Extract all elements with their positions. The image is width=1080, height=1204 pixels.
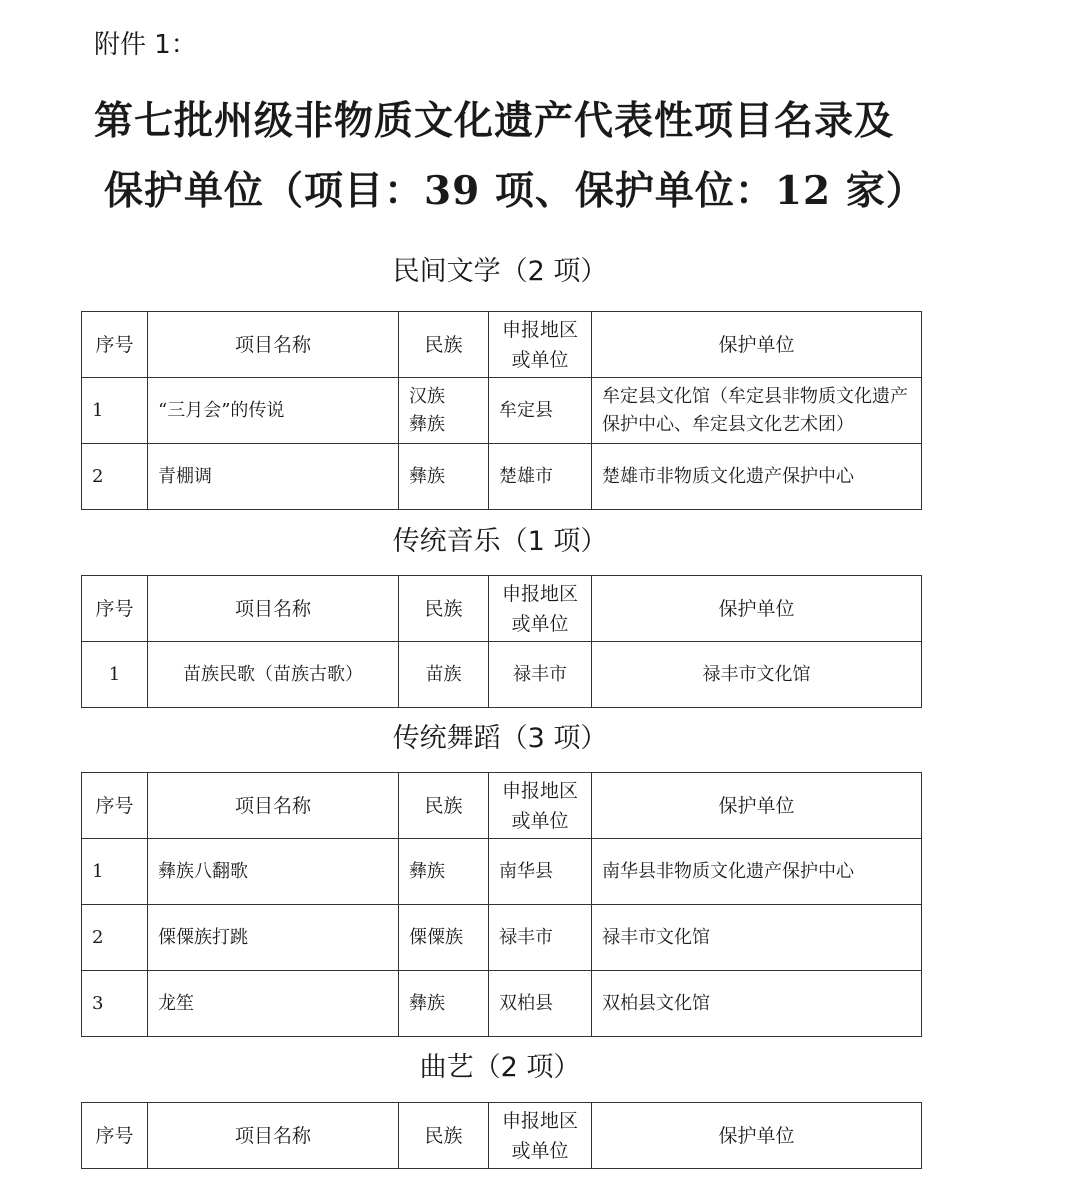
cell-unit: 禄丰市文化馆 <box>592 642 922 708</box>
table-row <box>82 905 922 971</box>
cell-no: 3 <box>82 971 148 1037</box>
cell-name: 青棚调 <box>148 444 399 510</box>
document-title <box>94 86 994 226</box>
cell-name: 彝族八翻歌 <box>148 839 399 905</box>
col-header-no: 序号 <box>82 576 148 642</box>
cell-no: 1 <box>82 642 148 708</box>
col-header-region: 申报地区 或单位 <box>489 576 592 642</box>
cell-name: “三月会”的传说 <box>148 378 399 444</box>
cell-region: 南华县 <box>489 839 592 905</box>
col-header-ethnic: 民族 <box>399 773 489 839</box>
cell-unit: 楚雄市非物质文化遗产保护中心 <box>592 444 922 510</box>
table-traditional-dance <box>81 772 922 1037</box>
cell-ethnic: 彝族 <box>399 971 489 1037</box>
cell-ethnic: 彝族 <box>399 444 489 510</box>
table-quyi <box>81 1102 922 1169</box>
section-title-folk-literature: 民间文学（2 项） <box>392 256 608 287</box>
table-row <box>82 378 922 444</box>
table-folk-literature <box>81 311 922 510</box>
cell-ethnic: 汉族 彝族 <box>399 378 489 444</box>
cell-ethnic: 苗族 <box>399 642 489 708</box>
cell-unit: 牟定县文化馆（牟定县非物质文化遗产保护中心、牟定县文化艺术团） <box>592 378 922 444</box>
cell-ethnic: 彝族 <box>399 839 489 905</box>
col-header-ethnic: 民族 <box>399 576 489 642</box>
section-title-quyi: 曲艺（2 项） <box>419 1052 581 1083</box>
cell-unit: 禄丰市文化馆 <box>592 905 922 971</box>
title-line-2: 保护单位（项目：39 项、保护单位：12 家） <box>104 168 926 214</box>
col-header-name: 项目名称 <box>148 576 399 642</box>
cell-name: 龙笙 <box>148 971 399 1037</box>
cell-region: 禄丰市 <box>489 905 592 971</box>
cell-unit: 南华县非物质文化遗产保护中心 <box>592 839 922 905</box>
col-header-name: 项目名称 <box>148 312 399 378</box>
col-header-unit: 保护单位 <box>592 312 922 378</box>
col-header-unit: 保护单位 <box>592 773 922 839</box>
col-header-no: 序号 <box>82 1103 148 1169</box>
col-header-no: 序号 <box>82 773 148 839</box>
table-header-row <box>82 312 922 378</box>
table-row <box>82 971 922 1037</box>
cell-region: 牟定县 <box>489 378 592 444</box>
cell-no: 2 <box>82 905 148 971</box>
section-title-traditional-dance: 传统舞蹈（3 项） <box>392 723 608 754</box>
col-header-region: 申报地区 或单位 <box>489 1103 592 1169</box>
cell-region: 禄丰市 <box>489 642 592 708</box>
col-header-region: 申报地区 或单位 <box>489 312 592 378</box>
cell-unit: 双柏县文化馆 <box>592 971 922 1037</box>
col-header-unit: 保护单位 <box>592 576 922 642</box>
section-title-traditional-music: 传统音乐（1 项） <box>392 526 608 557</box>
table-header-row <box>82 773 922 839</box>
table-row <box>82 444 922 510</box>
table-row <box>82 642 922 708</box>
col-header-unit: 保护单位 <box>592 1103 922 1169</box>
table-header-row <box>82 576 922 642</box>
col-header-ethnic: 民族 <box>399 312 489 378</box>
col-header-region: 申报地区 或单位 <box>489 773 592 839</box>
title-line-1: 第七批州级非物质文化遗产代表性项目名录及 <box>94 98 895 144</box>
cell-no: 1 <box>82 378 148 444</box>
col-header-ethnic: 民族 <box>399 1103 489 1169</box>
cell-no: 2 <box>82 444 148 510</box>
attachment-label: 附件 1： <box>94 30 197 60</box>
cell-region: 双柏县 <box>489 971 592 1037</box>
cell-ethnic: 傈僳族 <box>399 905 489 971</box>
table-header-row <box>82 1103 922 1169</box>
col-header-name: 项目名称 <box>148 1103 399 1169</box>
cell-name: 傈僳族打跳 <box>148 905 399 971</box>
cell-name: 苗族民歌（苗族古歌） <box>148 642 399 708</box>
col-header-name: 项目名称 <box>148 773 399 839</box>
table-traditional-music <box>81 575 922 708</box>
table-row <box>82 839 922 905</box>
col-header-no: 序号 <box>82 312 148 378</box>
cell-no: 1 <box>82 839 148 905</box>
cell-region: 楚雄市 <box>489 444 592 510</box>
